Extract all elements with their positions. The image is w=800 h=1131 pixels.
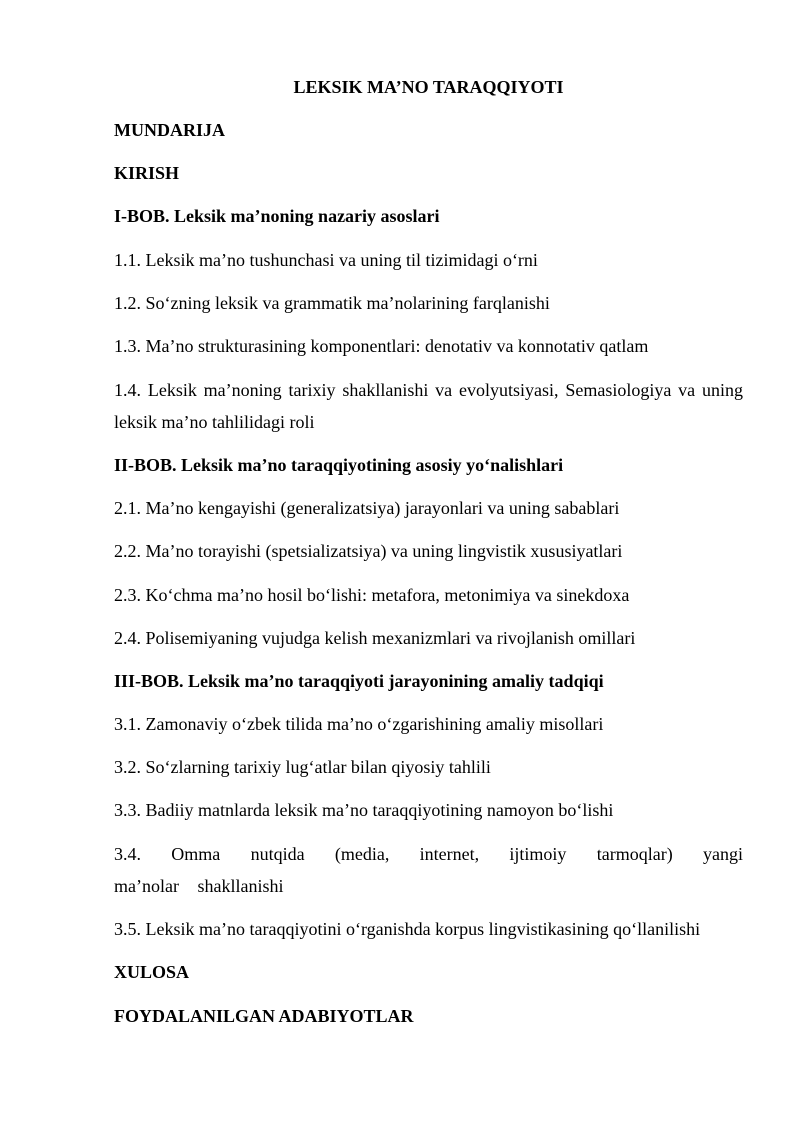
toc-item-2-2: 2.2. Ma’no torayishi (spetsializatsiya) va uning lingvistik xususiyatlari bbox=[114, 541, 623, 561]
toc-item-3-4: 3.4. Omma nutqida (media, internet, ijtimoiy tarmoqlar) yangi ma’nolar shakllanishi bbox=[114, 844, 743, 896]
chapter3-heading: III-BOB. Leksik ma’no taraqqiyoti jarayonining amaliy tadqiqi bbox=[114, 671, 604, 691]
contents-heading: MUNDARIJA bbox=[114, 120, 225, 140]
toc-item-1-4: 1.4. Leksik ma’noning tarixiy shakllanishi va evolyutsiyasi, Semasiologiya va uning leksik ma’no tahlilidagi roli bbox=[114, 380, 743, 432]
toc-item-3-2: 3.2. So‘zlarning tarixiy lug‘atlar bilan qiyosiy tahlili bbox=[114, 757, 491, 777]
chapter1-heading: I-BOB. Leksik ma’noning nazariy asoslari bbox=[114, 206, 440, 226]
chapter2-heading: II-BOB. Leksik ma’no taraqqiyotining asosiy yo‘nalishlari bbox=[114, 455, 564, 475]
conclusion-heading: XULOSA bbox=[114, 962, 190, 982]
toc-item-2-4: 2.4. Polisemiyaning vujudga kelish mexanizmlari va rivojlanish omillari bbox=[114, 628, 636, 648]
toc-item-3-5: 3.5. Leksik ma’no taraqqiyotini o‘rganishda korpus lingvistikasining qo‘llanilishi bbox=[114, 919, 701, 939]
toc-item-1-1: 1.1. Leksik ma’no tushunchasi va uning til tizimidagi o‘rni bbox=[114, 250, 538, 270]
toc-item-1-2: 1.2. So‘zning leksik va grammatik ma’nolarining farqlanishi bbox=[114, 293, 550, 313]
toc-item-2-3: 2.3. Ko‘chma ma’no hosil bo‘lishi: metafora, metonimiya va sinekdoxa bbox=[114, 585, 630, 605]
references-heading: FOYDALANILGAN ADABIYOTLAR bbox=[114, 1006, 414, 1026]
toc-item-2-1: 2.1. Ma’no kengayishi (generalizatsiya) jarayonlari va uning sabablari bbox=[114, 498, 620, 518]
toc-item-3-3: 3.3. Badiiy matnlarda leksik ma’no taraqqiyotining namoyon bo‘lishi bbox=[114, 800, 614, 820]
document-title: LEKSIK MA’NO TARAQQIYOTI bbox=[293, 77, 564, 97]
intro-heading: KIRISH bbox=[114, 163, 180, 183]
toc-item-1-3: 1.3. Ma’no strukturasining komponentlari: denotativ va konnotativ qatlam bbox=[114, 336, 649, 356]
toc-item-3-1: 3.1. Zamonaviy o‘zbek tilida ma’no o‘zgarishining amaliy misollari bbox=[114, 714, 604, 734]
